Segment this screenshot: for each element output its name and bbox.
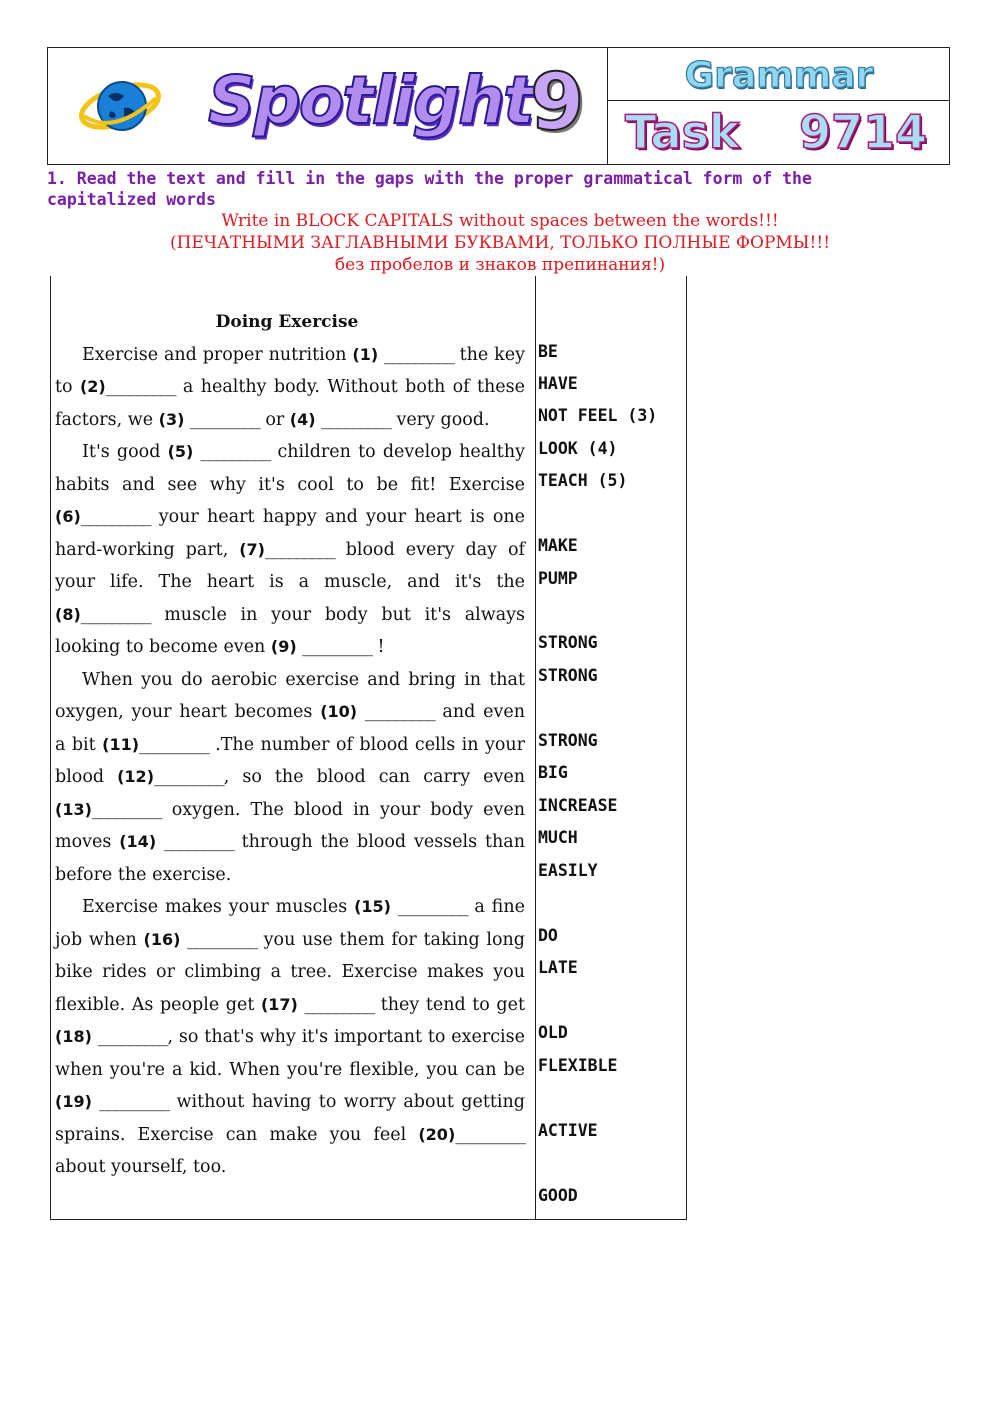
gap-number: (10) (320, 702, 358, 721)
gap-number: (14) (119, 832, 157, 851)
answer-blank[interactable]: _________ (304, 994, 375, 1015)
answer-blank[interactable]: _________ (99, 1092, 170, 1112)
gap-number: (9) (270, 637, 297, 656)
paragraph: Exercise makes your muscles (15) _________ a fine job when (16) _________ you use them for taking long bike rides or climbing a tree. Exercise makes you flexible. As people get (17) _________ they tend to get (18) _________, so that's why it's important to exercise when you're a kid. When you're flexible, you can be (19) _________ without having to worry about getting sprains. Exercise can make you feel (20)_________ about yourself, too. (55, 897, 525, 1177)
answer-blank[interactable]: _________ (80, 507, 151, 527)
keyword: LOOK (4) (538, 439, 618, 458)
keyword: MAKE (538, 536, 578, 555)
task-number: 9714 (799, 105, 928, 159)
answer-blank[interactable]: _________ (200, 442, 271, 462)
keyword: HAVE (538, 374, 578, 393)
answer-blank[interactable]: _________ (105, 377, 176, 397)
gap-number: (19) (55, 1092, 92, 1111)
answer-blank[interactable]: _________ (302, 637, 372, 657)
keyword: DO (538, 926, 558, 945)
answer-blank[interactable]: _________ (187, 929, 257, 950)
header-banner (47, 47, 950, 165)
answer-blank[interactable]: _________ (190, 409, 260, 430)
gap-number: (5) (167, 442, 194, 461)
gap-number: (4) (289, 409, 316, 429)
gap-number: (6) (55, 507, 81, 526)
answer-blank[interactable]: _________ (154, 767, 224, 787)
answer-blank[interactable]: _________ (139, 734, 209, 755)
keyword: NOT FEEL (3) (538, 406, 658, 425)
keyword: STRONG (538, 731, 598, 750)
answer-blank[interactable]: _________ (321, 409, 391, 430)
keyword: TEACH (5) (538, 471, 628, 490)
keyword: INCREASE (538, 796, 618, 815)
gap-number: (15) (354, 897, 391, 916)
keyword: BE (538, 342, 558, 361)
text-title: Doing Exercise (215, 312, 359, 332)
keyword: GOOD (538, 1186, 578, 1205)
task-label: Task (625, 105, 740, 159)
gap-number: (20) (418, 1124, 456, 1144)
keyword: ACTIVE (538, 1121, 598, 1140)
keyword: EASILY (538, 861, 598, 880)
keyword: STRONG (538, 666, 598, 685)
keyword: LATE (538, 958, 578, 977)
answer-blank[interactable]: _________ (384, 344, 454, 365)
answer-blank[interactable]: _________ (97, 1027, 168, 1047)
answer-blank[interactable]: _________ (164, 832, 234, 852)
text-column (55, 306, 525, 1184)
gap-number: (17) (260, 994, 298, 1014)
answer-blank[interactable]: _________ (397, 897, 468, 917)
keyword: BIG (538, 763, 568, 782)
answer-blank[interactable]: _________ (80, 604, 151, 625)
instruction-text: 1. Read the text and fill in the gaps with the proper grammatical form of the capitalized words (47, 169, 812, 209)
keyword: STRONG (538, 633, 598, 652)
answer-blank[interactable]: _________ (455, 1124, 525, 1145)
note-line: (ПЕЧАТНЫМИ ЗАГЛАВНЫМИ БУКВАМИ, ТОЛЬКО ПОЛНЫЕ ФОРМЫ!!! (169, 233, 831, 253)
keyword: FLEXIBLE (538, 1056, 618, 1075)
column-divider (535, 276, 536, 1219)
gap-number: (12) (117, 767, 154, 786)
answer-blank[interactable]: _________ (91, 799, 162, 820)
gap-number: (18) (55, 1027, 92, 1046)
gap-number: (7) (239, 539, 265, 559)
globe-icon (78, 72, 162, 138)
answer-blank[interactable]: _________ (265, 539, 335, 560)
gap-number: (16) (143, 929, 181, 949)
answer-blank[interactable]: _________ (364, 702, 435, 722)
paragraph: It's good (5) _________ children to develop healthy habits and see why it's cool to be fit! Exercise (6)_________ your heart happy and your heart is one hard-working part, (7)_________ blood every day of your life. The heart is a muscle, and it's the (8)_________ muscle in your body but it's always looking to become even (9) _________ ! (55, 442, 526, 657)
gap-number: (13) (55, 799, 92, 819)
gap-number: (2) (79, 377, 106, 396)
note-line: Write in BLOCK CAPITALS without spaces between the words!!! (221, 211, 779, 231)
keyword: PUMP (538, 569, 578, 588)
grammar-heading: Grammar (684, 55, 874, 96)
paragraph: When you do aerobic exercise and bring in that oxygen, your heart becomes (10) _________ and even a bit (11)_________ .The number of blood cells in your blood (12)_________, so the blood can carry even (13)_________ oxygen. The blood in your body even moves (14) _________ through the blood vessels than before the exercise. (55, 669, 525, 885)
gap-number: (11) (102, 734, 140, 754)
task-heading (607, 101, 951, 165)
spotlight-logo (70, 56, 590, 156)
gap-number: (3) (158, 409, 185, 429)
exercise-table (50, 276, 687, 1220)
note-line: без пробелов и знаков препинания!) (334, 255, 666, 275)
keyword: MUCH (538, 828, 578, 847)
logo-text: Spotlight (208, 62, 533, 139)
gap-number: (1) (352, 344, 379, 364)
gap-number: (8) (55, 604, 81, 624)
keyword: OLD (538, 1023, 568, 1042)
paragraph: Exercise and proper nutrition (1) _________ the key to (2)_________ a healthy body. Without both of these factors, we (3) _________ or (4) _________ very good. (55, 344, 525, 430)
logo-number: 9 (530, 58, 585, 148)
